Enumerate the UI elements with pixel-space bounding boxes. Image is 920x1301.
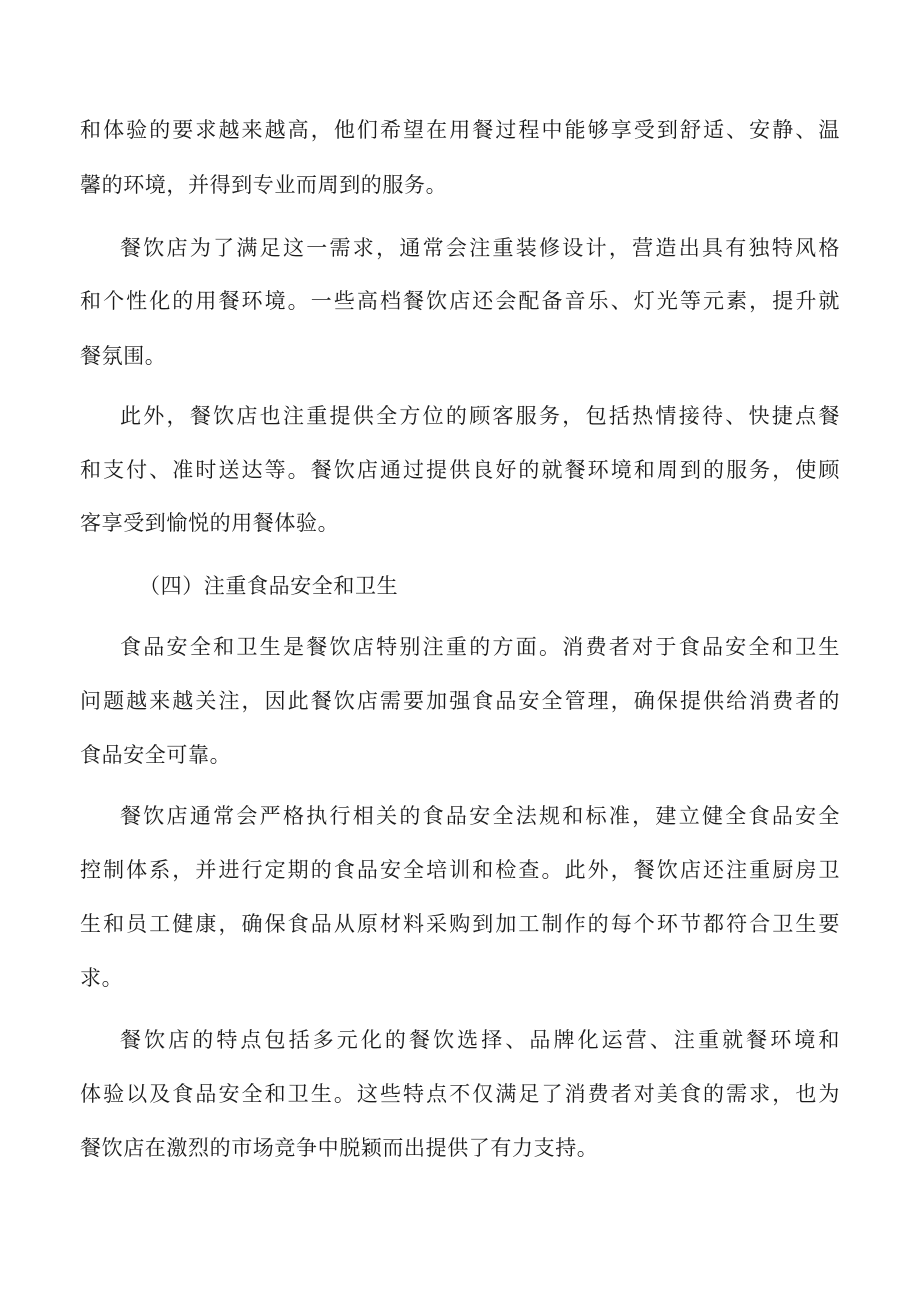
paragraph-line: 馨的环境，并得到专业而周到的服务。	[80, 173, 448, 197]
paragraph-line: 和支付、准时送达等。餐饮店通过提供良好的就餐环境和周到的服务，使顾	[80, 458, 840, 482]
paragraph-line: 问题越来越关注，因此餐饮店需要加强食品安全管理，确保提供给消费者的	[80, 689, 840, 713]
paragraph-line: 求。	[80, 966, 124, 990]
paragraph-line: 客享受到愉悦的用餐体验。	[80, 511, 340, 535]
paragraph-line: 餐氛围。	[80, 344, 167, 368]
paragraph-first-line: 餐饮店通常会严格执行相关的食品安全法规和标准，建立健全食品安全	[120, 804, 840, 828]
paragraph-line: 控制体系，并进行定期的食品安全培训和检查。此外，餐饮店还注重厨房卫	[80, 858, 840, 882]
paragraph-line: 体验以及食品安全和卫生。这些特点不仅满足了消费者对美食的需求，也为	[80, 1082, 840, 1106]
paragraph-line: 生和员工健康，确保食品从原材料采购到加工制作的每个环节都符合卫生要	[80, 912, 840, 936]
paragraph-line: 和个性化的用餐环境。一些高档餐饮店还会配备音乐、灯光等元素，提升就	[80, 289, 840, 313]
paragraph-first-line: 食品安全和卫生是餐饮店特别注重的方面。消费者对于食品安全和卫生	[120, 635, 840, 659]
paragraph-line: 食品安全可靠。	[80, 743, 232, 767]
section-heading: （四）注重食品安全和卫生	[139, 574, 399, 598]
paragraph-first-line: 餐饮店的特点包括多元化的餐饮选择、品牌化运营、注重就餐环境和	[120, 1028, 840, 1052]
paragraph-first-line: 餐饮店为了满足这一需求，通常会注重装修设计，营造出具有独特风格	[120, 236, 840, 260]
paragraph-line: 餐饮店在激烈的市场竞争中脱颖而出提供了有力支持。	[80, 1136, 599, 1160]
paragraph-line: 和体验的要求越来越高，他们希望在用餐过程中能够享受到舒适、安静、温	[80, 118, 840, 142]
paragraph-first-line: 此外，餐饮店也注重提供全方位的顾客服务，包括热情接待、快捷点餐	[120, 404, 840, 428]
